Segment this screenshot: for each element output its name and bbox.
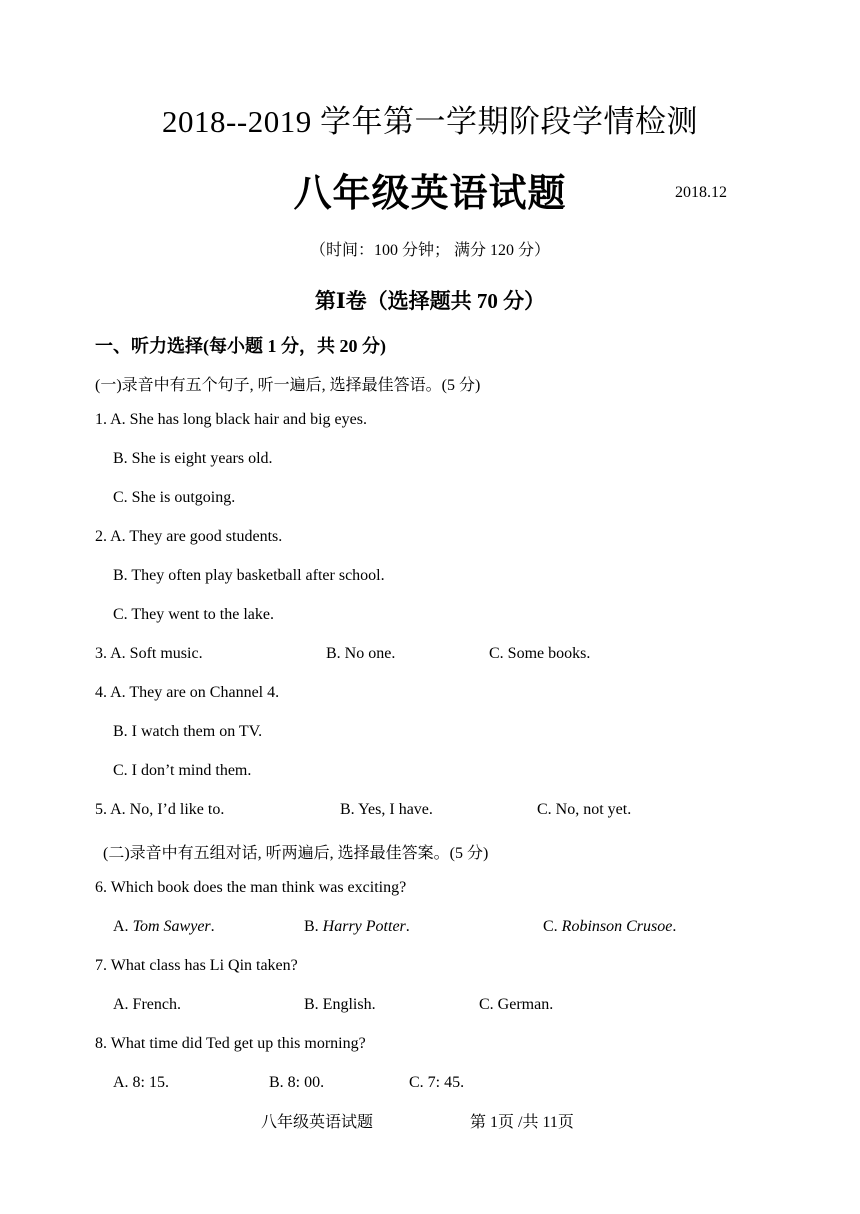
q3-option-c: C. Some books.	[489, 645, 591, 662]
q5-option-b: B. Yes, I have.	[340, 801, 433, 818]
q4-option-b: B. I watch them on TV.	[113, 723, 263, 740]
sub2-instruction: (二)录音中有五组对话, 听两遍后, 选择最佳答案。(5 分)	[103, 845, 489, 862]
q8-stem: 8. What time did Ted get up this morning?	[95, 1035, 366, 1052]
section-title: 第Ⅰ卷（选择题共 70 分）	[314, 289, 546, 313]
q6-option-b: B. Harry Potter.	[304, 918, 410, 935]
exam-title: 2018--2019 学年第一学期阶段学情检测	[162, 104, 698, 139]
q7-option-a: A. French.	[113, 996, 181, 1013]
q2-option-c: C. They went to the lake.	[113, 606, 274, 623]
q1-option-b: B. She is eight years old.	[113, 450, 273, 467]
q6-option-c: C. Robinson Crusoe.	[543, 918, 677, 935]
q4-option-a: 4. A. They are on Channel 4.	[95, 684, 280, 701]
q6-option-a: A. Tom Sawyer.	[113, 918, 215, 935]
q1-option-c: C. She is outgoing.	[113, 489, 236, 506]
sub1-instruction: (一)录音中有五个句子, 听一遍后, 选择最佳答语。(5 分)	[95, 377, 481, 394]
q8-option-b: B. 8: 00.	[269, 1074, 325, 1091]
q8-option-c: C. 7: 45.	[409, 1074, 465, 1091]
exam-date: 2018.12	[675, 184, 727, 201]
q7-option-c: C. German.	[479, 996, 554, 1013]
q2-option-a: 2. A. They are good students.	[95, 528, 283, 545]
q3-option-a: 3. A. Soft music.	[95, 645, 203, 662]
q2-option-b: B. They often play basketball after school.	[113, 567, 385, 584]
footer-page-number: 第 1页 /共 11页	[470, 1114, 574, 1131]
q3-option-b: B. No one.	[326, 645, 396, 662]
q1-option-a: 1. A. She has long black hair and big eyes.	[95, 411, 367, 428]
q5-option-c: C. No, not yet.	[537, 801, 632, 818]
footer-subject: 八年级英语试题	[261, 1114, 374, 1131]
q5-option-a: 5. A. No, I’d like to.	[95, 801, 225, 818]
time-info: （时间：100 分钟； 满分 120 分）	[309, 242, 550, 259]
q8-option-a: A. 8: 15.	[113, 1074, 169, 1091]
part1-heading: 一、听力选择(每小题 1 分，共 20 分)	[95, 336, 386, 356]
q4-option-c: C. I don’t mind them.	[113, 762, 252, 779]
subject-title: 八年级英语试题	[293, 171, 567, 215]
q7-option-b: B. English.	[304, 996, 376, 1013]
q7-stem: 7. What class has Li Qin taken?	[95, 957, 298, 974]
q6-stem: 6. Which book does the man think was exciting?	[95, 879, 407, 896]
